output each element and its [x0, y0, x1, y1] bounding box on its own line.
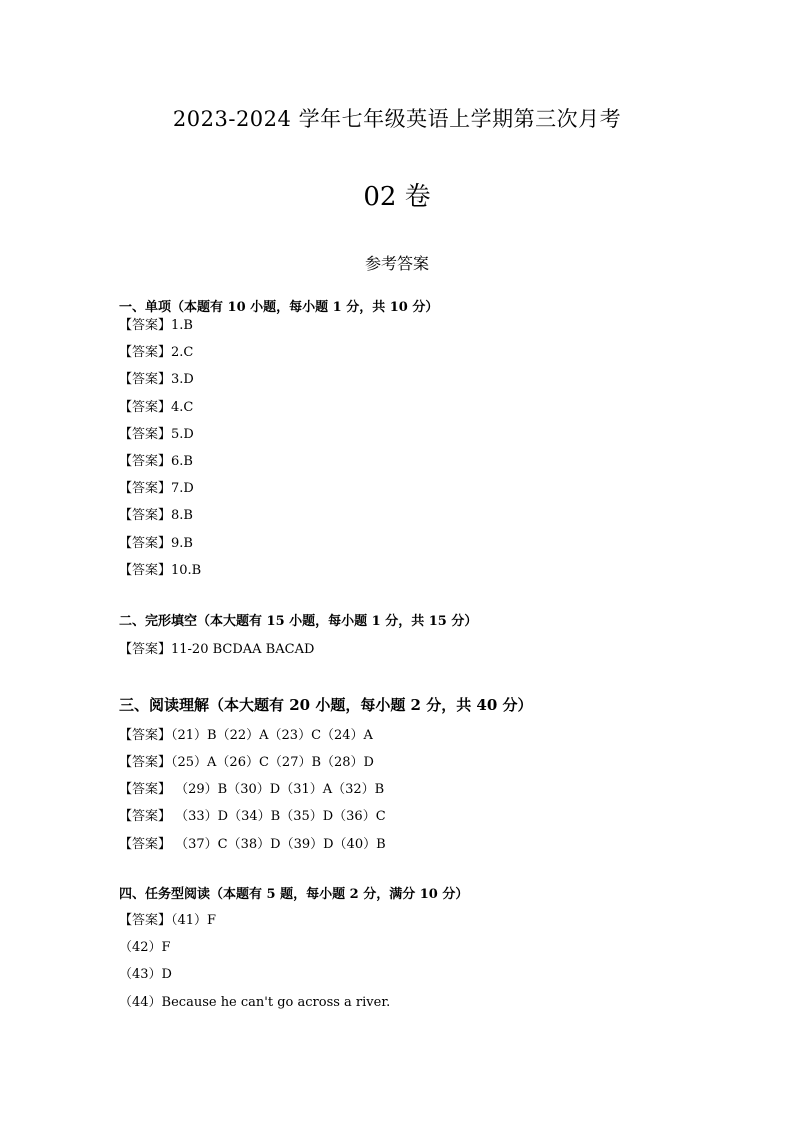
answer-line: 【答案】 （33）D（34）B（35）D（36）C — [119, 809, 386, 824]
answer-line: 【答案】3.D — [119, 372, 194, 387]
answer-line: 【答案】7.D — [119, 481, 194, 496]
answer-line: 【答案】4.C — [119, 400, 194, 415]
document-title: 2023-2024 学年七年级英语上学期第三次月考 — [172, 107, 622, 131]
section-heading: 一、单项（本题有 10 小题，每小题 1 分，共 10 分） — [119, 300, 439, 315]
answer-line: （44）Because he can't go across a river. — [119, 995, 391, 1010]
section-heading: 四、任务型阅读（本题有 5 题，每小题 2 分，满分 10 分） — [119, 887, 469, 902]
answer-line: 【答案】11-20 BCDAA BACAD — [119, 642, 315, 657]
answer-line: 【答案】（25）A（26）C（27）B（28）D — [119, 755, 374, 770]
answer-line: （42）F — [119, 940, 171, 955]
answer-line: 【答案】8.B — [119, 508, 193, 523]
section-heading: 二、完形填空（本大题有 15 小题，每小题 1 分，共 15 分） — [119, 614, 478, 629]
answer-line: 【答案】9.B — [119, 536, 193, 551]
answer-line: 【答案】 （37）C（38）D（39）D（40）B — [119, 837, 386, 852]
answer-line: 【答案】2.C — [119, 345, 194, 360]
answer-line: 【答案】5.D — [119, 427, 194, 442]
answer-line: 【答案】6.B — [119, 454, 193, 469]
answer-line: 【答案】 （29）B（30）D（31）A（32）B — [119, 782, 385, 797]
answer-line: （43）D — [119, 967, 172, 982]
answers-heading: 参考答案 — [364, 254, 429, 273]
answer-line: 【答案】（41）F — [119, 913, 217, 928]
paper-code: 02 卷 — [363, 182, 431, 212]
section-heading: 三、阅读理解（本大题有 20 小题，每小题 2 分，共 40 分） — [119, 696, 533, 714]
answer-line: 【答案】（21）B（22）A（23）C（24）A — [119, 728, 373, 743]
answer-line: 【答案】10.B — [119, 563, 202, 578]
answer-line: 【答案】1.B — [119, 318, 193, 333]
